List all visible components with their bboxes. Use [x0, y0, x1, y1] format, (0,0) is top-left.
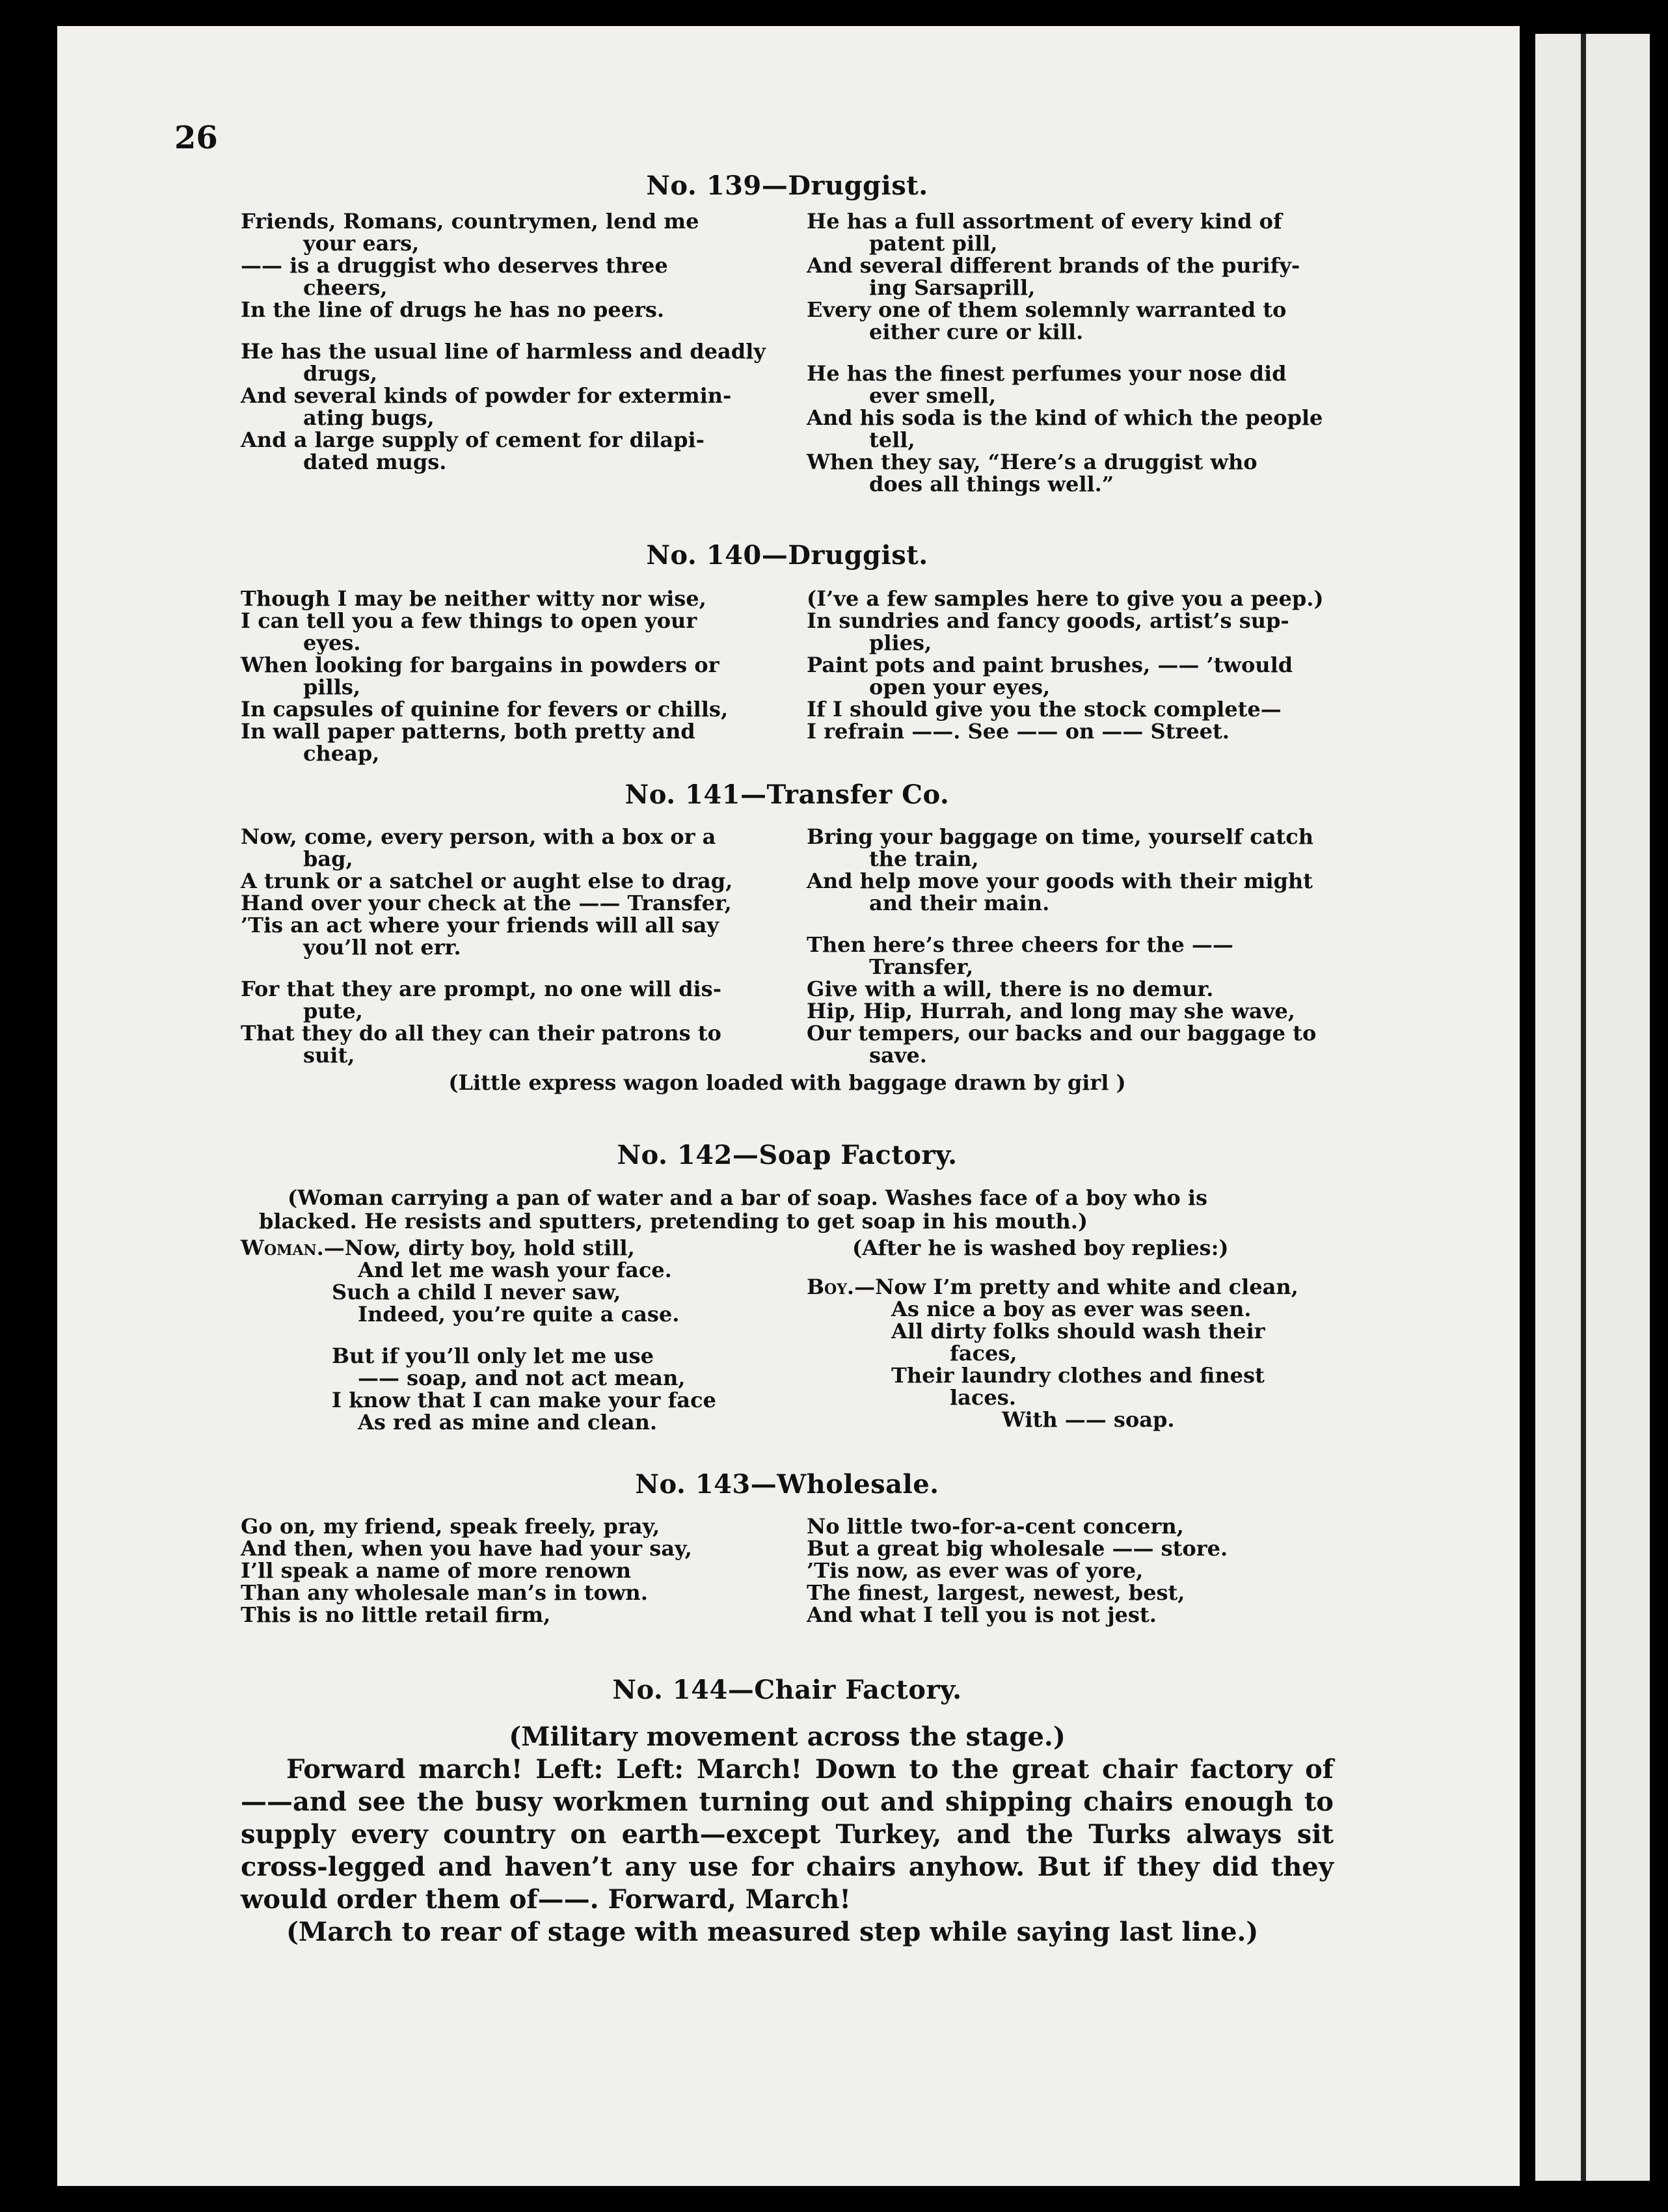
verse-line: ating bugs, — [303, 405, 435, 430]
verse-line: And what I tell you is not jest. — [807, 1602, 1157, 1627]
verse-line: cheap, — [303, 741, 380, 766]
verse-line: either cure or kill. — [869, 319, 1084, 344]
verse-line: And several different brands of the purify- — [807, 253, 1300, 278]
verse-line: In wall paper patterns, both pretty and — [241, 719, 695, 744]
verse-line: Give with a will, there is no demur. — [807, 977, 1214, 1001]
verse-line: dated mugs. — [303, 450, 447, 474]
left-column — [241, 587, 768, 764]
verse-line: eyes. — [303, 630, 361, 655]
section-139 — [241, 170, 1334, 495]
verse-line: ing Sarsaprill, — [869, 275, 1036, 300]
section-141 — [241, 779, 1334, 1094]
verse-line: ever smell, — [869, 383, 996, 408]
verse-line: This is no little retail firm, — [241, 1602, 551, 1627]
verse-line: the train, — [869, 846, 979, 871]
verse-line: faces, — [950, 1341, 1017, 1366]
verse-line: That they do all they can their patrons to — [241, 1021, 721, 1045]
chair-factory-text: Forward march! Left: Left: March! Down to the great chair factory of——and see the busy workmen turning out and shipping chairs enough to supply every country on earth—except Turkey, and the Turks always sit cross-legged and haven’t any use for chairs anyhow. But if they did they would order them of——. Forward, March! — [241, 1754, 1334, 1915]
verse-line: With —— soap. — [1002, 1407, 1175, 1432]
stage-direction: (After he is washed boy replies:) — [852, 1235, 1229, 1260]
section-142 — [241, 1140, 1334, 1433]
verse-line: pills, — [303, 675, 360, 699]
stage-direction: blacked. He resists and sputters, pretending to get soap in his mouth.) — [259, 1209, 1088, 1234]
right-column — [807, 826, 1334, 1066]
speaker-woman: Woman. — [241, 1235, 324, 1260]
verse-line: He has a full assortment of every kind of — [807, 209, 1282, 234]
verse-line: laces. — [950, 1385, 1016, 1410]
verse-line: ’Tis an act where your friends will all say — [241, 913, 719, 937]
right-column — [807, 210, 1334, 495]
verse-line: And help move your goods with their might — [807, 869, 1313, 893]
verse-line: cheers, — [303, 275, 388, 300]
verse-line: He has the finest perfumes your nose did — [807, 361, 1287, 386]
verse-line: If I should give you the stock complete— — [807, 697, 1282, 722]
verse-line: When they say, “Here’s a druggist who — [807, 450, 1258, 474]
verse-line: As red as mine and clean. — [358, 1410, 658, 1435]
section-heading: No. 141—Transfer Co. — [625, 779, 950, 810]
left-column — [241, 1515, 768, 1626]
verse-line: —Now, dirty boy, hold still, — [323, 1235, 635, 1260]
verse-line: drugs, — [303, 361, 378, 386]
verse-line: and their main. — [869, 891, 1050, 915]
verse-line: does all things well.” — [869, 472, 1114, 496]
verse-line: And then, when you have had your say, — [241, 1536, 692, 1561]
verse-line: save. — [869, 1043, 927, 1068]
verse-line: I know that I can make your face — [332, 1388, 716, 1412]
verse-line: And his soda is the kind of which the people — [807, 405, 1323, 430]
section-heading: No. 143—Wholesale. — [635, 1469, 939, 1500]
verse-line: Though I may be neither witty nor wise, — [241, 586, 706, 611]
stage-direction: (Military movement across the stage.) — [509, 1721, 1066, 1752]
verse-line: Hand over your check at the —— Transfer, — [241, 891, 732, 915]
verse-line: But if you’ll only let me use — [332, 1343, 654, 1368]
verse-line: Our tempers, our backs and our baggage to — [807, 1021, 1317, 1045]
woman-verse — [241, 1237, 768, 1433]
left-column — [241, 826, 768, 1066]
verse-line: —Now I’m pretty and white and clean, — [854, 1275, 1298, 1299]
verse-line: open your eyes, — [869, 675, 1051, 699]
verse-line: But a great big wholesale —— store. — [807, 1536, 1228, 1561]
verse-line: He has the usual line of harmless and deadly — [241, 339, 766, 364]
verse-line: When looking for bargains in powders or — [241, 653, 720, 677]
verse-line: Transfer, — [869, 954, 974, 979]
verse-line: Then here’s three cheers for the —— — [807, 932, 1233, 957]
adjacent-page-edge — [1535, 34, 1650, 2181]
verse-line: bag, — [303, 846, 353, 871]
verse-line: The finest, largest, newest, best, — [807, 1580, 1185, 1605]
verse-line: Friends, Romans, countrymen, lend me — [241, 209, 699, 234]
section-heading: No. 142—Soap Factory. — [617, 1140, 958, 1170]
verse-line: Now, come, every person, with a box or a — [241, 824, 716, 849]
verse-line: Their laundry clothes and finest — [891, 1363, 1265, 1388]
section-144 — [241, 1675, 1334, 1949]
verse-line: For that they are prompt, no one will dis- — [241, 977, 721, 1001]
page-number: 26 — [174, 120, 218, 156]
verse-line: (I’ve a few samples here to give you a peep.) — [807, 586, 1324, 611]
verse-line: Bring your baggage on time, yourself catch — [807, 824, 1313, 849]
stage-direction: (Woman carrying a pan of water and a bar of soap. Washes face of a boy who is — [288, 1185, 1208, 1210]
right-column — [807, 1515, 1334, 1626]
verse-line: plies, — [869, 630, 932, 655]
section-heading: No. 139—Druggist. — [646, 170, 928, 201]
stage-direction: (Little express wagon loaded with baggage drawn by girl ) — [448, 1070, 1126, 1095]
verse-line: your ears, — [303, 231, 420, 256]
verse-line: pute, — [303, 999, 363, 1023]
verse-line: Than any wholesale man’s in town. — [241, 1580, 648, 1605]
verse-line: ’Tis now, as ever was of yore, — [807, 1558, 1144, 1583]
verse-line: Paint pots and paint brushes, —— ’twould — [807, 653, 1293, 677]
section-143 — [241, 1469, 1334, 1626]
verse-line: And let me wash your face. — [358, 1258, 672, 1282]
section-heading: No. 140—Druggist. — [646, 540, 928, 571]
page-fold — [1581, 34, 1586, 2181]
verse-line: —— is a druggist who deserves three — [241, 253, 668, 278]
verse-line: No little two-for-a-cent concern, — [807, 1514, 1184, 1539]
verse-line: Go on, my friend, speak freely, pray, — [241, 1514, 660, 1539]
verse-line: I can tell you a few things to open your — [241, 608, 697, 633]
speaker-boy: Boy. — [807, 1275, 855, 1299]
verse-line: Hip, Hip, Hurrah, and long may she wave, — [807, 999, 1295, 1023]
verse-line: Indeed, you’re quite a case. — [358, 1302, 680, 1327]
verse-line: In the line of drugs he has no peers. — [241, 297, 665, 322]
verse-line: —— soap, and not act mean, — [358, 1366, 686, 1390]
boy-verse — [807, 1237, 1334, 1433]
verse-line: I refrain ——. See —— on —— Street. — [807, 719, 1230, 744]
right-column — [807, 587, 1334, 764]
left-column — [241, 210, 768, 495]
verse-line: you’ll not err. — [303, 935, 461, 960]
verse-line: suit, — [303, 1043, 355, 1068]
verse-line: And a large supply of cement for dilapi- — [241, 427, 705, 452]
verse-line: In sundries and fancy goods, artist’s sup- — [807, 608, 1289, 633]
verse-line: I’ll speak a name of more renown — [241, 1558, 632, 1583]
verse-line: Every one of them solemnly warranted to — [807, 297, 1287, 322]
verse-line: And several kinds of powder for extermin- — [241, 383, 732, 408]
section-140 — [241, 540, 1334, 764]
verse-line: patent pill, — [869, 231, 998, 256]
verse-line: As nice a boy as ever was seen. — [891, 1297, 1252, 1321]
section-heading: No. 144—Chair Factory. — [612, 1675, 962, 1705]
verse-line: tell, — [869, 427, 915, 452]
verse-line: Such a child I never saw, — [332, 1280, 621, 1304]
verse-line: A trunk or a satchel or aught else to drag, — [241, 869, 733, 893]
verse-line: In capsules of quinine for fevers or chills, — [241, 697, 729, 722]
stage-direction: (March to rear of stage with measured step while saying last line.) — [286, 1917, 1259, 1947]
verse-line: All dirty folks should wash their — [891, 1319, 1265, 1343]
